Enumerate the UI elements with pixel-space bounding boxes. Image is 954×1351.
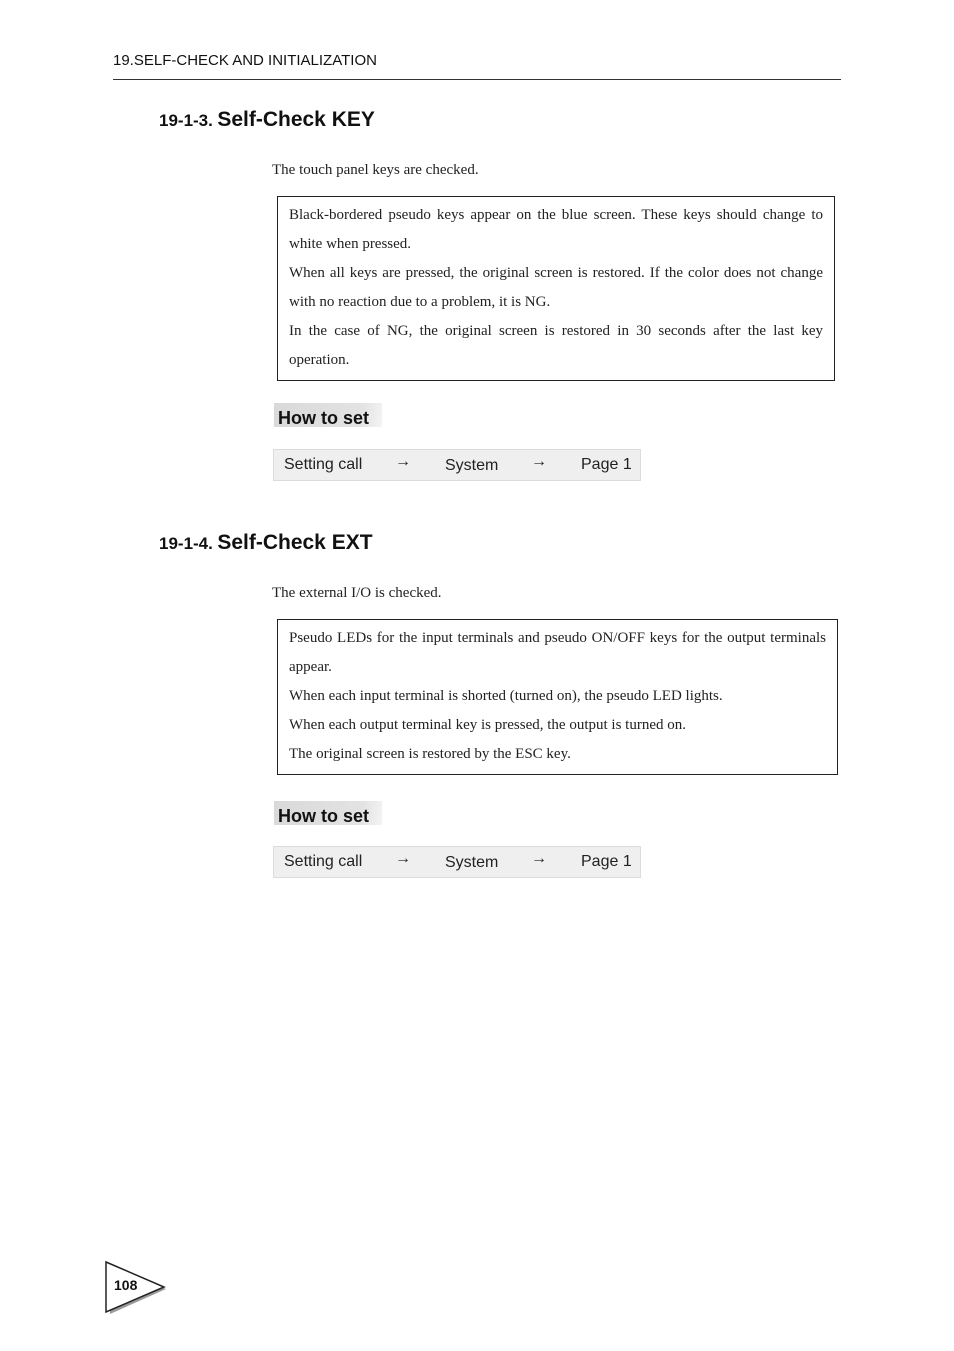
description-paragraph: Pseudo LEDs for the input terminals and pseudo ON/OFF keys for the output terminals appear.	[289, 630, 826, 675]
how-to-set-heading: How to set	[274, 801, 382, 825]
path-step-page: Page 1	[581, 456, 632, 473]
path-step-setting-call: Setting call	[284, 853, 363, 870]
description-box	[277, 619, 838, 775]
description-paragraph: When all keys are pressed, the original screen is restored. If the color does not change with no reaction due to a problem, it is NG.	[289, 265, 823, 310]
description-paragraph: When each output terminal key is pressed, the output is turned on.	[289, 717, 686, 733]
section-name: Self-Check KEY	[217, 108, 375, 131]
path-step-page: Page 1	[581, 853, 632, 870]
arrow-right-icon: →	[531, 850, 547, 867]
description-box	[277, 196, 835, 381]
how-to-set-heading: How to set	[274, 403, 382, 427]
page-number: 108	[114, 1277, 138, 1293]
path-step-setting-call: Setting call	[284, 456, 363, 473]
settings-path	[273, 846, 641, 878]
arrow-right-icon: →	[395, 850, 411, 867]
section-title-self-check-key	[159, 108, 375, 132]
path-step-system: System	[445, 457, 499, 474]
description-paragraph: Black-bordered pseudo keys appear on the blue screen. These keys should change to white when pressed.	[289, 207, 823, 252]
path-step-system: System	[445, 854, 499, 871]
description-paragraph: When each input terminal is shorted (turned on), the pseudo LED lights.	[289, 688, 723, 704]
settings-path	[273, 449, 641, 481]
arrow-right-icon: →	[531, 453, 547, 470]
page-number-tab	[104, 1260, 168, 1316]
description-paragraph: The original screen is restored by the ESC key.	[289, 746, 571, 762]
chapter-title: 19.SELF-CHECK AND INITIALIZATION	[113, 52, 377, 69]
chapter-header	[113, 52, 841, 80]
section-intro: The touch panel keys are checked.	[272, 162, 479, 178]
section-title-self-check-ext	[159, 531, 373, 555]
description-paragraph: In the case of NG, the original screen is restored in 30 seconds after the last key operation.	[289, 323, 823, 368]
section-number: 19-1-3.	[159, 111, 213, 130]
section-name: Self-Check EXT	[217, 531, 373, 554]
section-number: 19-1-4.	[159, 534, 213, 553]
section-intro: The external I/O is checked.	[272, 585, 442, 601]
arrow-right-icon: →	[395, 453, 411, 470]
